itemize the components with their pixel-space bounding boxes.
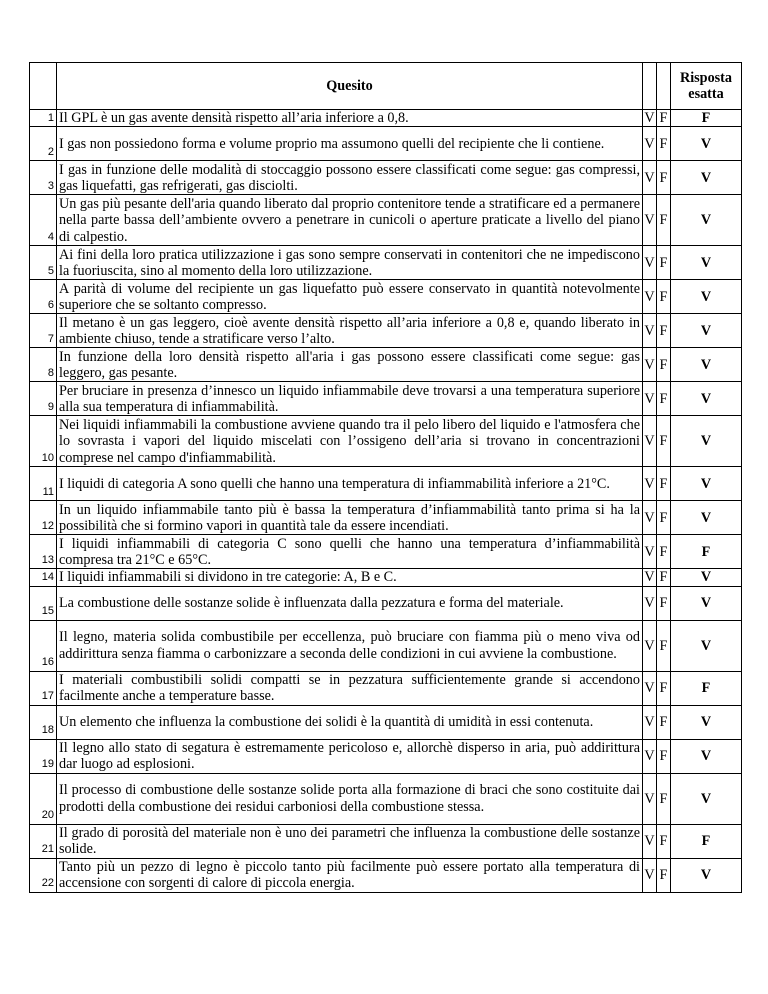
option-f: F [657,858,671,892]
correct-answer: V [671,705,742,739]
table-row [30,620,742,671]
question-text: I liquidi infiammabili di categoria C sono quelli che hanno una temperatura d’infiammabilità compresa tra 21°C e 65°C. [57,535,643,569]
option-f: F [657,246,671,280]
question-text: A parità di volume del recipiente un gas liquefatto può essere conservato in quantità notevolmente superiore che se soltanto compresso. [57,280,643,314]
option-f: F [657,586,671,620]
row-number: 1 [30,110,57,127]
row-number: 6 [30,280,57,314]
table-row [30,280,742,314]
option-v: V [643,314,657,348]
option-f: F [657,824,671,858]
correct-answer: V [671,348,742,382]
header-answer-line2: esatta [688,86,724,102]
question-text: In un liquido infiammabile tanto più è bassa la temperatura d’infiammabilità tanto prima si ha la possibilità che si formino vapori in quantità tale da essere incendiati. [57,501,643,535]
correct-answer: V [671,280,742,314]
row-number: 13 [30,535,57,569]
option-f: F [657,280,671,314]
row-number: 9 [30,382,57,416]
question-text: Un elemento che influenza la combustione dei solidi è la quantità di umidità in essi contenuta. [57,705,643,739]
table-row [30,535,742,569]
option-f: F [657,127,671,161]
row-number: 8 [30,348,57,382]
option-v: V [643,127,657,161]
option-f: F [657,382,671,416]
correct-answer: V [671,161,742,195]
option-f: F [657,620,671,671]
question-text: Nei liquidi infiammabili la combustione avviene quando tra il pelo libero del liquido e l'atmosfera che lo sovrasta i vapori del liquido miscelati con l’ossigeno dell’aria si trovano in concentrazioni comprese nel campo d'infiammabilità. [57,416,643,467]
table-row [30,705,742,739]
option-v: V [643,246,657,280]
option-f: F [657,314,671,348]
row-number: 16 [30,620,57,671]
header-question: Quesito [57,63,643,110]
table-row [30,467,742,501]
option-v: V [643,705,657,739]
question-text: Il grado di porosità del materiale non è uno dei parametri che influenza la combustione delle sostanze solide. [57,824,643,858]
row-number: 19 [30,739,57,773]
table-row [30,824,742,858]
question-text: Un gas più pesante dell'aria quando liberato dal proprio contenitore tende a stratificare ed a permanere nella parte bassa dell’ambiente ovvero a penetrare in cunicoli o aperture praticate a livello del piano di calpestio. [57,195,643,246]
header-answer-line1: Risposta [679,69,733,86]
question-text: I gas in funzione delle modalità di stoccaggio possono essere classificati come segue: gas compressi, gas liquefatti, gas refrigerati, gas disciolti. [57,161,643,195]
row-number: 3 [30,161,57,195]
correct-answer: F [671,671,742,705]
row-number: 14 [30,569,57,586]
option-v: V [644,569,655,586]
row-number: 5 [30,246,57,280]
correct-answer: V [671,314,742,348]
correct-answer: V [671,501,742,535]
option-f: F [657,467,671,501]
option-v: V [643,671,657,705]
option-v: V [643,348,657,382]
question-text: Il metano è un gas leggero, cioè avente densità rispetto all’aria inferiore a 0,8 e, quando liberato in ambiente chiuso, tende a stratificare verso l’alto. [57,314,643,348]
option-v: V [643,824,657,858]
option-v: V [643,535,657,569]
row-number: 11 [30,467,57,501]
table-row [30,569,742,586]
question-text: Il GPL è un gas avente densità rispetto all’aria inferiore a 0,8. [57,110,643,127]
option-v: V [643,773,657,824]
question-text: In funzione della loro densità rispetto all'aria i gas possono essere classificati come segue: gas leggero, gas pesante. [57,348,643,382]
correct-answer: V [671,773,742,824]
option-f: F [657,161,671,195]
table-row [30,671,742,705]
table-row [30,858,742,892]
header-row [30,63,742,110]
question-text: I gas non possiedono forma e volume proprio ma assumono quelli del recipiente che li contiene. [57,127,643,161]
option-f: F [657,501,671,535]
correct-answer: V [671,569,742,586]
correct-answer: F [671,824,742,858]
question-text: Tanto più un pezzo di legno è piccolo tanto più facilmente può essere portato alla temperatura di accensione con sorgenti di calore di piccola energia. [57,858,643,892]
question-text: Il legno allo stato di segatura è estremamente pericoloso e, allorchè disperso in aria, può addirittura dar luogo ad esplosioni. [57,739,643,773]
question-text: Per bruciare in presenza d’innesco un liquido infiammabile deve trovarsi a una temperatura superiore alla sua temperatura di infiammabilità. [57,382,643,416]
row-number: 22 [30,858,57,892]
option-f: F [657,110,671,127]
correct-answer: V [671,416,742,467]
option-v: V [643,858,657,892]
table-row [30,739,742,773]
table-row [30,110,742,127]
row-number: 17 [30,671,57,705]
correct-answer: V [671,127,742,161]
option-f: F [657,416,671,467]
option-f: F [657,773,671,824]
row-number: 20 [30,773,57,824]
option-f: F [657,705,671,739]
header-answer [671,63,742,110]
quiz-table [29,62,742,893]
table-row [30,348,742,382]
header-v-cell [643,63,657,110]
table-row [30,586,742,620]
option-v: V [643,739,657,773]
correct-answer: V [671,382,742,416]
table-row [30,246,742,280]
option-v: V [643,501,657,535]
correct-answer: V [671,467,742,501]
row-number: 21 [30,824,57,858]
option-v: V [643,416,657,467]
correct-answer: V [671,858,742,892]
option-v: V [643,586,657,620]
question-text: I materiali combustibili solidi compatti se in pezzatura sufficientemente grande si accendono facilmente anche a temperature basse. [57,671,643,705]
correct-answer: V [671,739,742,773]
correct-answer: V [671,620,742,671]
table-row [30,195,742,246]
option-f: F [657,739,671,773]
row-number: 10 [30,416,57,467]
question-text: I liquidi infiammabili si dividono in tre categorie: A, B e C. [57,569,643,586]
question-text: I liquidi di categoria A sono quelli che hanno una temperatura di infiammabilità inferiore a 21°C. [57,467,643,501]
row-number: 15 [30,586,57,620]
table-row [30,314,742,348]
correct-answer: V [671,195,742,246]
row-number: 12 [30,501,57,535]
row-number: 7 [30,314,57,348]
row-number: 2 [30,127,57,161]
correct-answer: F [671,110,742,127]
option-v: V [643,195,657,246]
option-f: F [657,671,671,705]
option-v: V [643,620,657,671]
option-v: V [643,161,657,195]
row-number: 4 [30,195,57,246]
option-v: V [643,467,657,501]
question-text: Il legno, materia solida combustibile per eccellenza, può bruciare con fiamma più o meno viva od addirittura senza fiamma o carbonizzare a seconda delle condizioni in cui avviene la combustione. [57,620,643,671]
row-number: 18 [30,705,57,739]
correct-answer: F [671,535,742,569]
option-f: F [657,569,671,586]
correct-answer: V [671,246,742,280]
table-row [30,382,742,416]
table-row [30,161,742,195]
option-v: V [643,382,657,416]
option-f: F [657,348,671,382]
header-num-cell [30,63,57,110]
question-text: La combustione delle sostanze solide è influenzata dalla pezzatura e forma del materiale. [57,586,643,620]
option-v: V [644,110,655,126]
table-row [30,127,742,161]
table-row [30,416,742,467]
table-row [30,501,742,535]
question-text: Il processo di combustione delle sostanze solide porta alla formazione di braci che sono costituite dai prodotti della combustione dei residui carboniosi della combustione stessa. [57,773,643,824]
header-f-cell [657,63,671,110]
table-row [30,773,742,824]
question-text: Ai fini della loro pratica utilizzazione i gas sono sempre conservati in contenitori che ne impediscono la fuoriuscita, sino al momento della loro utilizzazione. [57,246,643,280]
correct-answer: V [671,586,742,620]
option-f: F [657,195,671,246]
option-v: V [643,280,657,314]
option-f: F [657,535,671,569]
